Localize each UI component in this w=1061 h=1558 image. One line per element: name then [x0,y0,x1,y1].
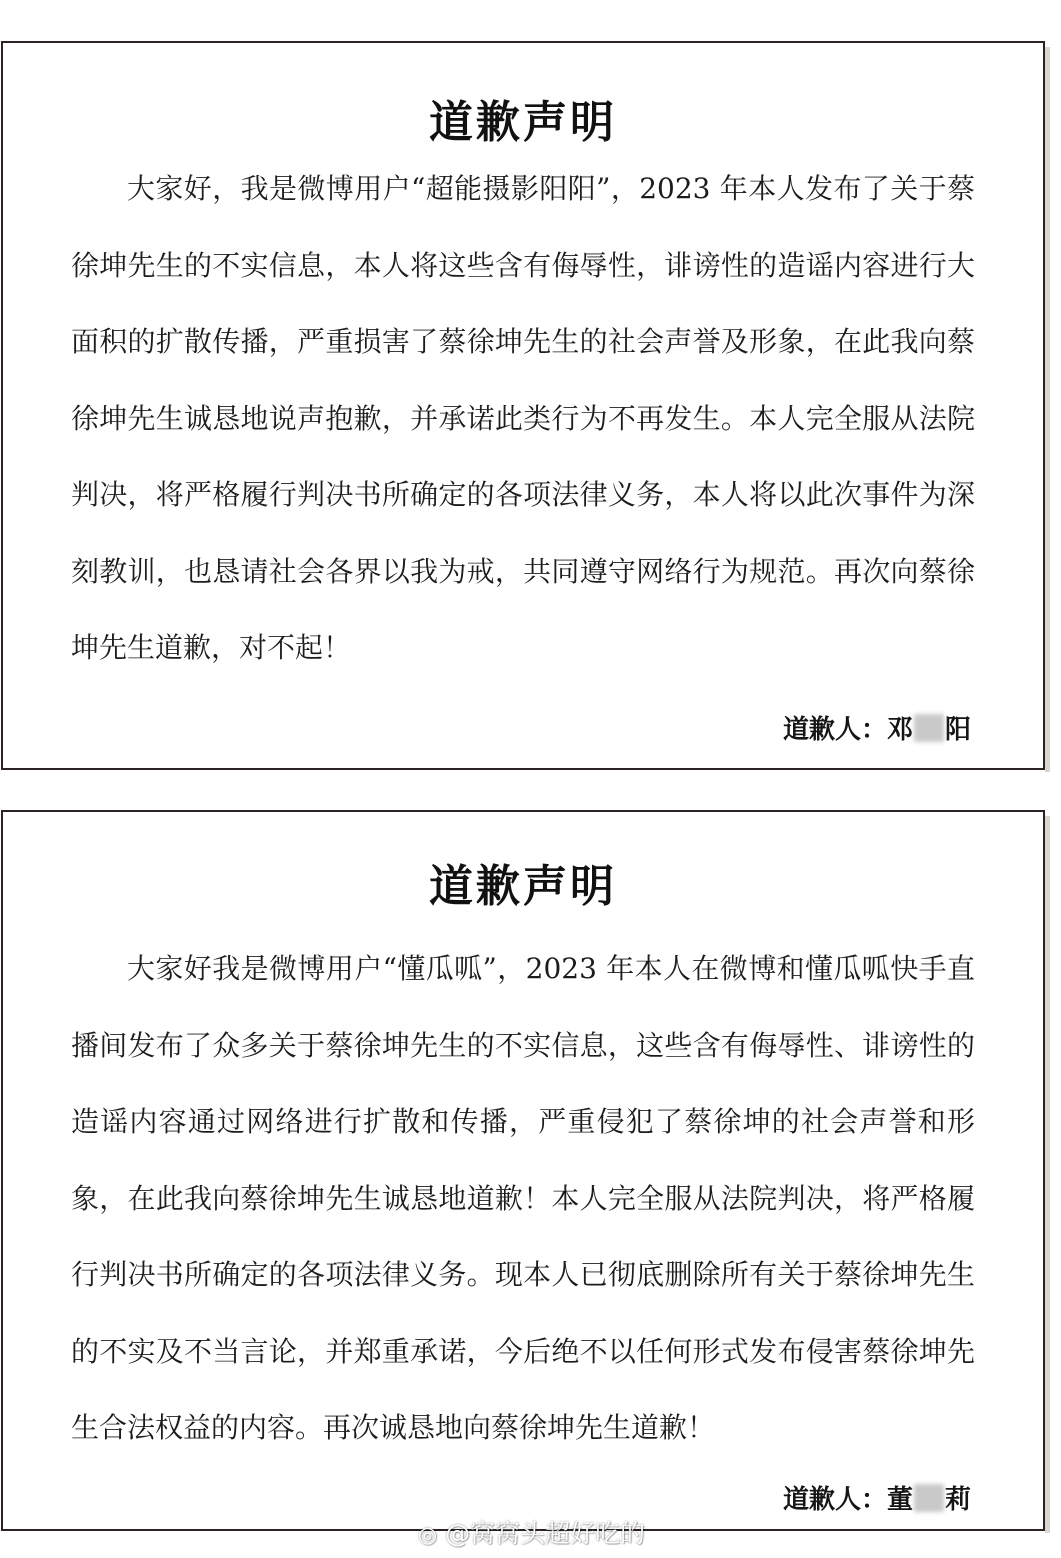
statement-title: 道歉声明 [429,97,617,148]
signature-label: 道歉人： [782,1485,887,1515]
weibo-watermark [418,1514,645,1550]
watermark-text: @窝窝头超好吃的 [445,1519,646,1548]
apology-statement-2 [1,810,1045,1531]
page-edge-shadow [1045,47,1050,772]
statement-title: 道歉声明 [429,861,617,912]
redaction-blur [914,714,944,742]
statement-body: 大家好我是微博用户“懂瓜呱”，2023 年本人在微博和懂瓜呱快手直播间发布了众多关于蔡徐坤先生的不实信息，这些含有侮辱性、诽谤性的造谣内容通过网络进行扩散和传播，严重侵犯了蔡徐坤的社会声誉和形象，在此我向蔡徐坤先生诚恳地道歉！本人完全服从法院判决，将严格履行判决书所确定的各项法律义务。现本人已彻底删除所有关于蔡徐坤先生的不实及不当言论，并郑重承诺，今后绝不以任何形式发布侵害蔡徐坤先生合法权益的内容。再次诚恳地向蔡徐坤先生道歉！ [71,952,975,1444]
page-edge-shadow [1045,816,1050,1533]
signature-label: 道歉人： [782,715,887,745]
signature-name-first: 董 [886,1485,913,1515]
statement-body: 大家好，我是微博用户“超能摄影阳阳”，2023 年本人发布了关于蔡徐坤先生的不实信息，本人将这些含有侮辱性，诽谤性的造谣内容进行大面积的扩散传播，严重损害了蔡徐坤先生的社会声誉及形象，在此我向蔡徐坤先生诚恳地说声抱歉，并承诺此类行为不再发生。本人完全服从法院判决，将严格履行判决书所确定的各项法律义务，本人将以此次事件为深刻教训，也恳请社会各界以我为戒，共同遵守网络行为规范。再次向蔡徐坤先生道歉，对不起！ [71,172,975,664]
signature-name-last: 阳 [944,715,971,745]
signature-line [783,709,971,746]
signature-name-last: 莉 [944,1485,971,1515]
apology-statement-1 [1,41,1045,770]
signature-name-first: 邓 [886,715,913,745]
weibo-icon: ◎ [418,1523,438,1548]
redaction-blur [914,1484,944,1512]
signature-line [783,1479,971,1516]
